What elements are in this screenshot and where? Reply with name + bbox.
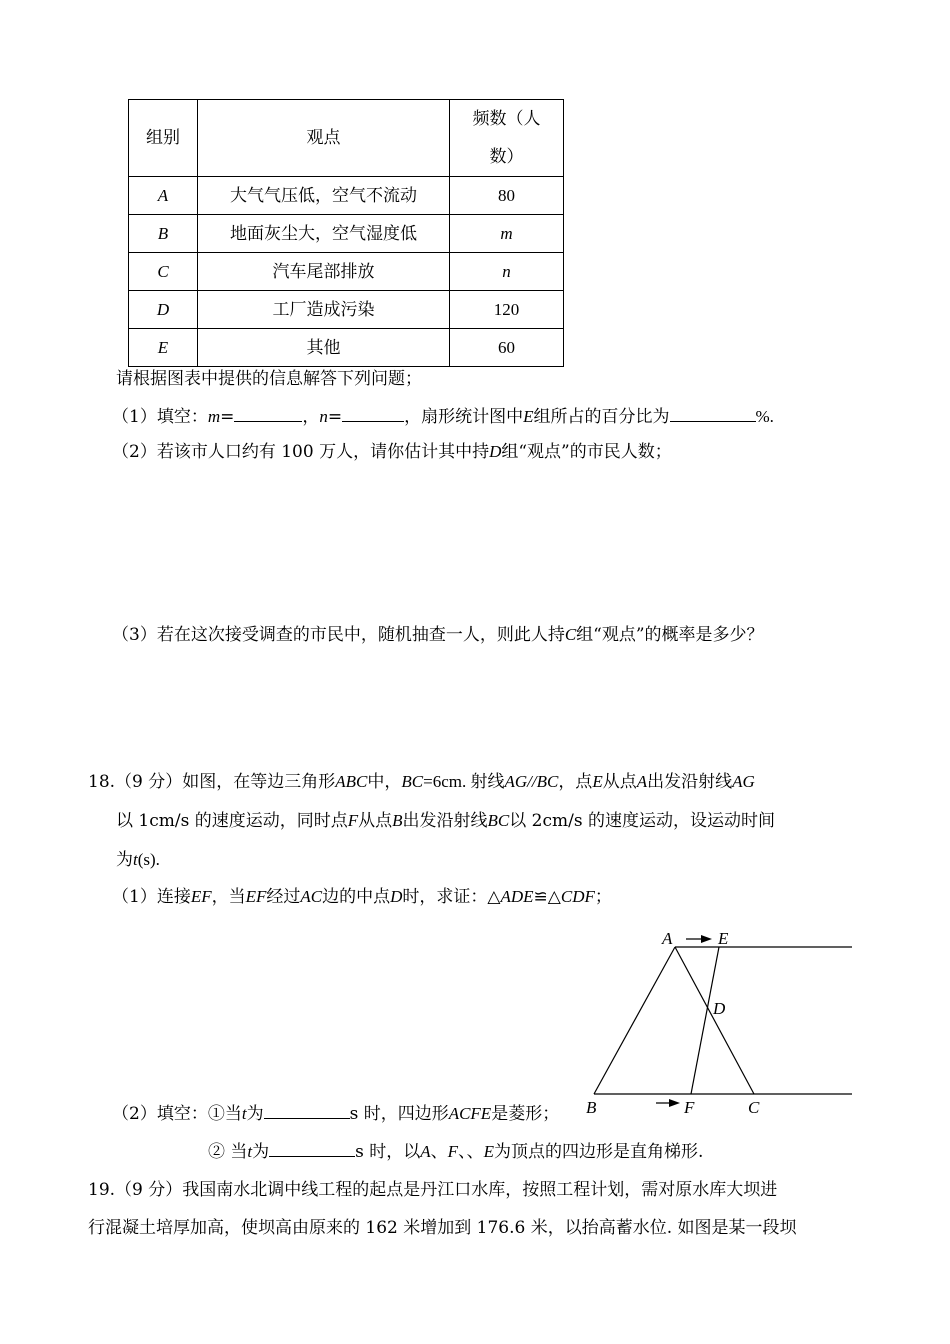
row-view: 地面灰尘大，空气湿度低: [198, 215, 450, 253]
arrow-e-icon: [686, 935, 712, 943]
header-group: 组别: [129, 100, 198, 177]
row-view: 大气气压低，空气不流动: [198, 177, 450, 215]
answer-blank-trapezoid[interactable]: [269, 1140, 355, 1157]
q17-part1: （1）填空：m= ，n= ，扇形统计图中E组所占的百分比为 %.: [112, 407, 774, 427]
answer-blank-rhombus[interactable]: [264, 1102, 350, 1119]
q18-part1: （1）连接EF，当EF经过AC边的中点D时，求证：△ADE≌△CDF；: [112, 887, 612, 907]
label-c: C: [748, 1098, 760, 1117]
header-count: 频数（人 数）: [450, 100, 564, 177]
row-view: 汽车尾部排放: [198, 253, 450, 291]
label-a: A: [662, 929, 673, 948]
side-ab: [594, 947, 675, 1094]
row-view: 工厂造成污染: [198, 291, 450, 329]
arrow-f-icon: [656, 1099, 680, 1107]
row-count: 80: [450, 177, 564, 215]
row-count: 120: [450, 291, 564, 329]
row-group: C: [129, 253, 198, 291]
q18-part2: （2）填空：①当t为 s 时，四边形ACFE是菱形；: [112, 1104, 560, 1124]
row-count: 60: [450, 329, 564, 367]
q17-part2: （2）若该市人口约有 100 万人，请你估计其中持D组“观点”的市民人数；: [112, 442, 672, 462]
q17-intro: 请根据图表中提供的信息解答下列问题；: [116, 369, 422, 389]
q18-line1: 18.（9 分）如图，在等边三角形ABC中，BC=6cm. 射线AG//BC，点E从点A出发沿射线AG: [88, 772, 755, 792]
q19-line2: 行混凝土培厚加高，使坝高由原来的 162 米增加到 176.6 米，以抬高蓄水位. 如图是某一段坝: [88, 1218, 797, 1238]
row-group: B: [129, 215, 198, 253]
label-f: F: [684, 1098, 695, 1117]
header-view: 观点: [198, 100, 450, 177]
row-group: A: [129, 177, 198, 215]
row-group: D: [129, 291, 198, 329]
q18-part3: ② 当t为 s 时，以A、F、、E为顶点的四边形是直角梯形.: [208, 1142, 704, 1162]
row-view: 其他: [198, 329, 450, 367]
label-d: D: [713, 999, 726, 1018]
row-group: E: [129, 329, 198, 367]
q18-line3: 为t(s).: [116, 850, 160, 870]
q17-part3: （3）若在这次接受调查的市民中，随机抽查一人，则此人持C组“观点”的概率是多少？: [112, 625, 764, 645]
q18-line2: 以 1cm/s 的速度运动，同时点F从点B出发沿射线BC以 2cm/s 的速度运动，设运动时间: [116, 811, 775, 831]
row-count: m: [450, 215, 564, 253]
q19-line1: 19.（9 分）我国南水北调中线工程的起点是丹江口水库，按照工程计划，需对原水库大坝进: [88, 1180, 778, 1200]
label-e: E: [718, 929, 729, 948]
row-count: n: [450, 253, 564, 291]
label-b: B: [586, 1098, 597, 1117]
